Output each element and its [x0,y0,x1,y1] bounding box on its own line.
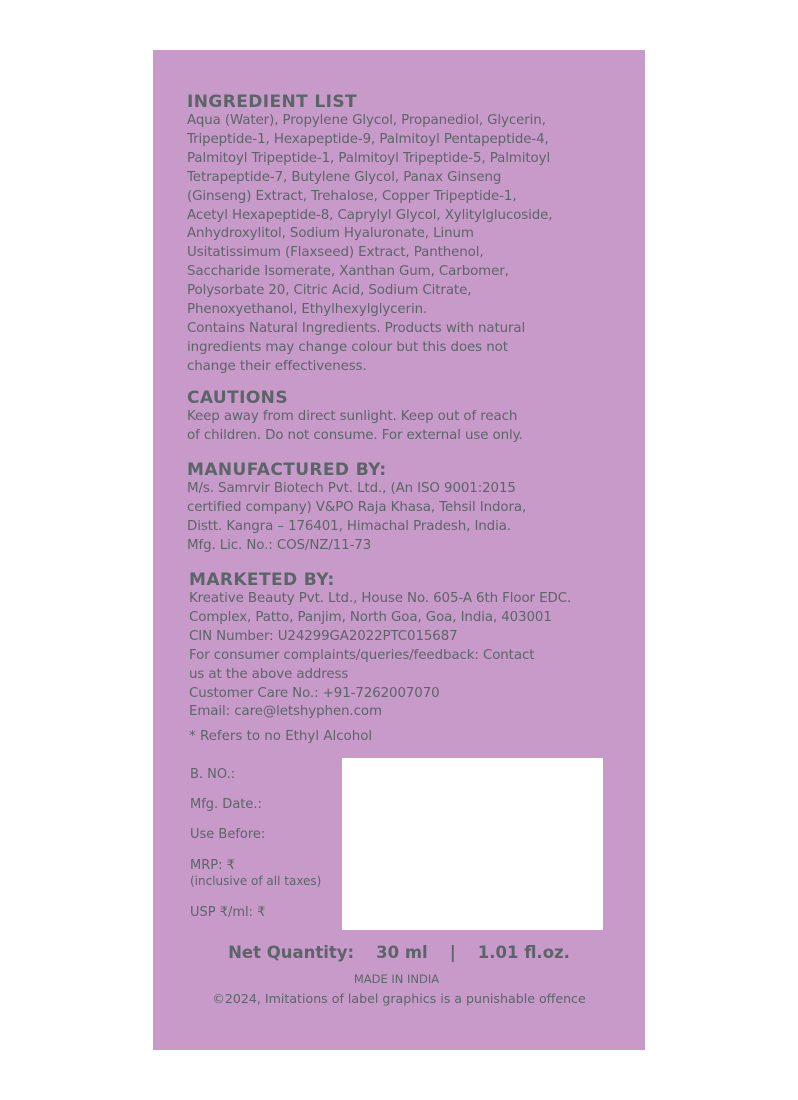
manufactured-by-section [187,461,627,556]
manufacturer-line: Mfg. Lic. No.: COS/NZ/11-73 [187,537,372,553]
net-quantity-separator: | [449,943,456,962]
ingredient-line: Tetrapeptide-7, Butylene Glycol, Panax Ginseng [187,169,502,185]
copyright-notice: ©2024, Imitations of label graphics is a punishable offence [212,991,586,1006]
batch-number-label: B. NO.: [190,767,236,782]
manufacturer-line: Distt. Kangra – 176401, Himachal Pradesh, India. [187,518,511,534]
mrp-label: MRP: ₹ [190,858,235,873]
ingredient-line: (Ginseng) Extract, Trehalose, Copper Tripeptide-1, [187,188,517,204]
marketer-line: For consumer complaints/queries/feedback: Contact [189,647,535,663]
manufactured-by-text [187,480,627,556]
ingredient-list-section [187,93,627,377]
cautions-line: of children. Do not consume. For external use only. [187,427,523,443]
cautions-heading: CAUTIONS [187,388,288,408]
batch-print-box [342,758,603,930]
email-line: Email: care@letshyphen.com [189,704,382,720]
ingredient-line: Tripeptide-1, Hexapeptide-9, Palmitoyl Pentapeptide-4, [187,131,549,147]
ingredient-line: Polysorbate 20, Citric Acid, Sodium Citrate, [187,283,472,299]
marketer-line: Kreative Beauty Pvt. Ltd., House No. 605-A 6th Floor EDC. [189,591,572,606]
ingredient-line: Palmitoyl Tripeptide-1, Palmitoyl Tripeptide-5, Palmitoyl [187,150,551,166]
ingredient-line: Phenoxyethanol, Ethylhexylglycerin. [187,302,428,318]
cautions-text [187,408,627,446]
ingredient-list-heading: INGREDIENT LIST [187,92,357,112]
ingredient-line: change their effectiveness. [187,358,367,374]
marketer-line: CIN Number: U24299GA2022PTC015687 [189,628,458,644]
usp-label: USP ₹/ml: ₹ [190,905,266,920]
ingredient-line: Aqua (Water), Propylene Glycol, Propanediol, Glycerin, [187,113,546,128]
cautions-line: Keep away from direct sunlight. Keep out of reach [187,409,518,424]
marketed-by-heading: MARKETED BY: [189,570,335,590]
marketer-line: Complex, Patto, Panjim, North Goa, Goa, India, 403001 [189,609,552,625]
mrp-tax-note: (inclusive of all taxes) [190,874,322,888]
ingredient-line: Anhydroxylitol, Sodium Hyaluronate, Linum [187,226,474,242]
ethyl-alcohol-footnote: * Refers to no Ethyl Alcohol [189,729,373,744]
mfg-date-label: Mfg. Date.: [190,797,262,812]
mrp-field [190,858,321,889]
ingredient-line: Acetyl Hexapeptide-8, Caprylyl Glycol, Xylitylglucoside, [187,207,553,223]
manufactured-by-heading: MANUFACTURED BY: [187,460,387,480]
cautions-section [187,389,627,446]
marketed-by-text [189,590,629,722]
use-before-label: Use Before: [190,827,266,842]
net-quantity [153,943,645,962]
product-label [153,50,645,1050]
ingredient-line: Contains Natural Ingredients. Products with natural [187,320,526,336]
marketer-line: us at the above address [189,666,349,682]
customer-care-line: Customer Care No.: +91-7262007070 [189,685,440,701]
net-quantity-ml: 30 ml [376,943,428,962]
ingredient-line: ingredients may change colour but this does not [187,339,508,355]
manufacturer-line: certified company) V&PO Raja Khasa, Tehsil Indora, [187,499,527,515]
net-quantity-floz: 1.01 fl.oz. [477,943,570,962]
ingredient-list-text [187,112,627,377]
ingredient-line: Saccharide Isomerate, Xanthan Gum, Carbomer, [187,264,509,280]
manufacturer-line: M/s. Samrvir Biotech Pvt. Ltd., (An ISO 9001:2015 [187,481,516,496]
ingredient-line: Usitatissimum (Flaxseed) Extract, Panthenol, [187,245,484,261]
marketed-by-section [189,571,629,722]
made-in-india: MADE IN INDIA [353,972,440,986]
net-quantity-label: Net Quantity: [228,943,355,962]
